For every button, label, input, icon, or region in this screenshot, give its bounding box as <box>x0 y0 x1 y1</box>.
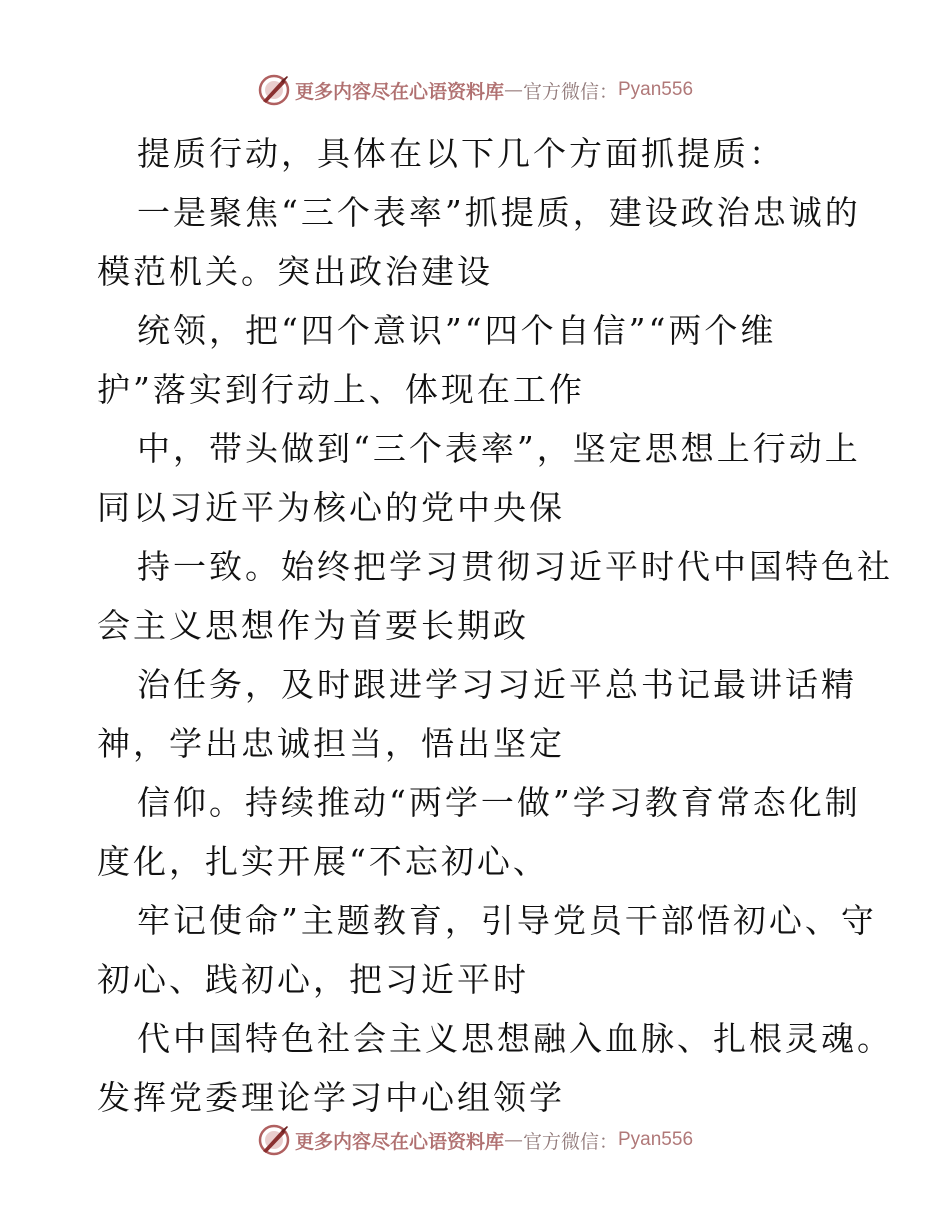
text-line: 代中国特色社会主义思想融入血脉、扎根灵魂。 <box>137 1019 893 1058</box>
header-official-label: 官方微信： <box>522 80 618 103</box>
text-line: 护”落实到行动上、体现在工作 <box>97 370 585 409</box>
footer-banner <box>0 1118 950 1162</box>
header-banner <box>0 68 950 112</box>
text-line: 度化，扎实开展“不忘初心、 <box>97 842 549 881</box>
text-line: 初心、践初心，把习近平时 <box>97 960 529 999</box>
text-line: 牢记使命”主题教育，引导党员干部悟初心、守 <box>137 901 877 940</box>
header-wechat-id: Pyan556 <box>618 79 694 100</box>
text-line: 信仰。持续推动“两学一做”学习教育常态化制 <box>137 783 861 822</box>
footer-separator: — <box>503 1129 523 1151</box>
header-brand: 更多内容尽在心语资料库 <box>294 80 504 103</box>
text-line: 持一致。始终把学习贯彻习近平时代中国特色社 <box>137 547 893 586</box>
text-line: 同以习近平为核心的党中央保 <box>97 488 565 527</box>
text-line: 会主义思想作为首要长期政 <box>97 606 529 645</box>
quill-seal-icon <box>257 73 291 107</box>
text-line: 提质行动，具体在以下几个方面抓提质： <box>137 134 785 173</box>
footer-brand: 更多内容尽在心语资料库 <box>294 1130 504 1153</box>
quill-seal-icon <box>257 1123 291 1157</box>
text-line: 中，带头做到“三个表率”，坚定思想上行动上 <box>137 429 861 468</box>
text-line: 神，学出忠诚担当，悟出坚定 <box>97 724 565 763</box>
text-line: 统领，把“四个意识”“四个自信”“两个维 <box>137 311 777 350</box>
text-line: 一是聚焦“三个表率”抓提质，建设政治忠诚的 <box>137 193 861 232</box>
footer-official-label: 官方微信： <box>522 1130 618 1153</box>
document-body <box>97 124 893 1127</box>
header-separator: — <box>503 79 523 101</box>
footer-wechat-id: Pyan556 <box>618 1129 694 1150</box>
text-line: 模范机关。突出政治建设 <box>97 252 493 291</box>
text-line: 发挥党委理论学习中心组领学 <box>97 1078 565 1117</box>
text-line: 治任务，及时跟进学习习近平总书记最讲话精 <box>137 665 857 704</box>
